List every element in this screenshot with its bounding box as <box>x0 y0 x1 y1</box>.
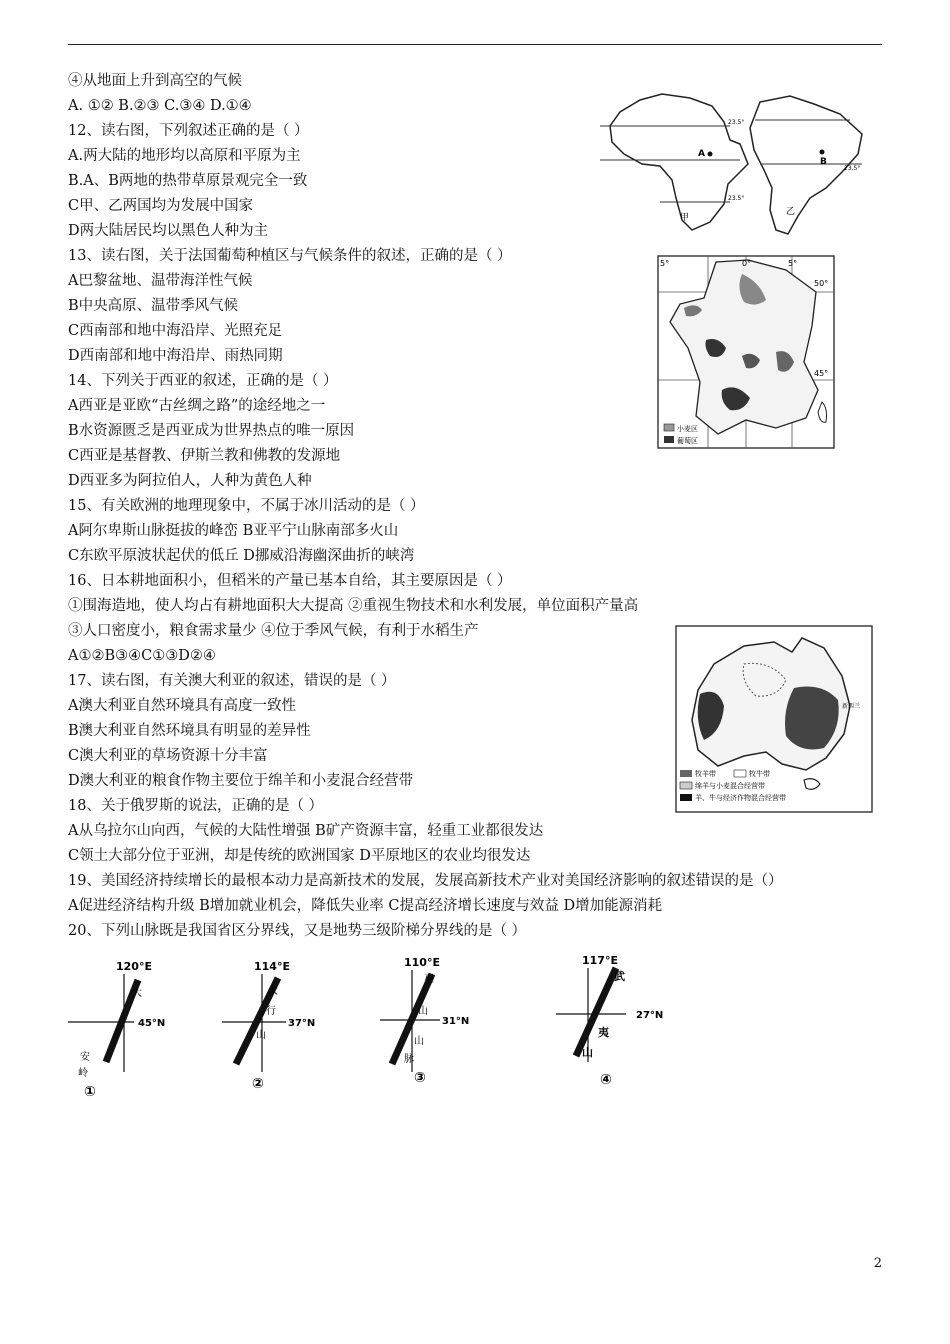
lat-label: 45° <box>814 369 829 378</box>
lat-label: 27°N <box>636 1010 664 1021</box>
text-line: ④从地面上升到高空的气候 <box>68 73 242 89</box>
text-line: B澳大利亚自然环境具有明显的差异性 <box>68 723 311 739</box>
option-diagram-4 <box>552 952 672 1102</box>
text-line: 20、下列山脉既是我国省区分界线，又是地势三级阶梯分界线的是（ ） <box>68 923 527 939</box>
text-line: D澳大利亚的粮食作物主要位于绵羊和小麦混合经营带 <box>68 773 414 789</box>
point-b-label: B <box>820 157 827 167</box>
text-line: C西亚是基督教、伊斯兰教和佛教的发源地 <box>68 448 341 464</box>
lon-label: 5° <box>788 259 798 268</box>
lat-label: 23.5° <box>728 195 745 202</box>
range-char: 行 <box>266 1006 276 1017</box>
text-line: 12、读右图，下列叙述正确的是（ ） <box>68 123 309 139</box>
range-char: 巫 <box>424 974 434 985</box>
range-char: 武 <box>614 970 625 983</box>
text-line: D两大陆居民均以黑色人种为主 <box>68 223 269 239</box>
legend-wheat: 小麦区 <box>677 425 698 433</box>
lat-label: 23.5° <box>844 165 861 172</box>
legend-3: 绵羊与小麦混合经营带 <box>695 782 765 790</box>
text-line: B中央高原、温带季风气候 <box>68 298 239 314</box>
point-a-marker <box>708 152 713 157</box>
lon-label: 110°E <box>404 956 440 969</box>
text-line: ①围海造地，使人均占有耕地面积大大提高 ②重视生物技术和水利发展，单位面积产量高 <box>68 598 639 614</box>
label-east: 新西兰 <box>842 703 861 710</box>
text-line: A. ①② B.②③ C.③④ D.①④ <box>68 98 252 114</box>
text-line: 19、美国经济持续增长的最根本动力是高新技术的发展，发展高新技术产业对美国经济影响的叙述错误的是（） <box>68 873 783 889</box>
france-map <box>656 252 840 452</box>
lat-label: 50° <box>814 279 829 288</box>
text-line: A①②B③④C①③D②④ <box>68 648 216 664</box>
option-number: ① <box>84 1084 96 1100</box>
text-line: D西南部和地中海沿岸、雨热同期 <box>68 348 283 364</box>
range-char: 山 <box>418 1006 428 1017</box>
lon-label: 117°E <box>582 954 618 967</box>
text-line: C领土大部分位于亚洲，却是传统的欧洲国家 D平原地区的农业均很发达 <box>68 848 531 864</box>
text-line: 13、读右图，关于法国葡萄种植区与气候条件的叙述，正确的是（ ） <box>68 248 512 264</box>
option-diagram-3 <box>376 952 486 1102</box>
text-line: C东欧平原波状起伏的低丘 D挪威沿海幽深曲折的峡湾 <box>68 548 415 564</box>
australia-map <box>674 624 874 814</box>
legend-grape: 葡萄区 <box>677 437 698 445</box>
option-number: ② <box>252 1076 264 1092</box>
country-yi-label: 乙 <box>786 207 796 217</box>
text-line: D西亚多为阿拉伯人，人种为黄色人种 <box>68 473 312 489</box>
text-line: A澳大利亚自然环境具有高度一致性 <box>68 698 296 714</box>
option-number: ④ <box>600 1072 612 1088</box>
text-line: 17、读右图，有关澳大利亚的叙述，错误的是（ ） <box>68 673 396 689</box>
text-line: A巴黎盆地、温带海洋性气候 <box>68 273 253 289</box>
text-line: A西亚是亚欧“古丝绸之路”的途经地之一 <box>68 398 326 414</box>
header-rule <box>68 44 882 45</box>
legend-2: 牧牛带 <box>749 770 770 778</box>
lon-label: 0° <box>742 259 752 268</box>
range-char: 大 <box>132 988 142 999</box>
lon-label: 120°E <box>116 960 152 973</box>
text-line: A阿尔卑斯山脉挺拔的峰峦 B亚平宁山脉南部多火山 <box>68 523 399 539</box>
legend-4: 羊、牛与经济作物混合经营带 <box>695 794 786 802</box>
option-diagram-2 <box>216 952 326 1102</box>
text-line: B水资源匮乏是西亚成为世界热点的唯一原因 <box>68 423 355 439</box>
range-char: 安 <box>80 1052 90 1063</box>
text-line: A.两大陆的地形均以高原和平原为主 <box>68 148 301 164</box>
lon-label: 5° <box>660 259 670 268</box>
range-char: 岭 <box>78 1068 88 1079</box>
text-line: 15、有关欧洲的地理现象中，不属于冰川活动的是（ ） <box>68 498 425 514</box>
text-line: C西南部和地中海沿岸、光照充足 <box>68 323 283 339</box>
range-char: 山 <box>256 1030 266 1041</box>
range-char: 夷 <box>598 1026 609 1039</box>
text-line: A从乌拉尔山向西，气候的大陆性增强 B矿产资源丰富，轻重工业都很发达 <box>68 823 544 839</box>
text-line: A促进经济结构升级 B增加就业机会，降低失业率 C提高经济增长速度与效益 D增加能源消耗 <box>68 898 663 914</box>
lat-label: 37°N <box>288 1018 316 1029</box>
page-number: 2 <box>873 1256 882 1271</box>
lon-label: 114°E <box>254 960 290 973</box>
text-line: 14、下列关于西亚的叙述，正确的是（ ） <box>68 373 338 389</box>
range-char: 山 <box>582 1046 593 1059</box>
lat-label: 31°N <box>442 1016 470 1027</box>
option-diagram-1 <box>62 952 172 1102</box>
country-jia-label: 甲 <box>680 213 690 223</box>
point-a-label: A <box>698 149 705 159</box>
point-b-marker <box>820 150 825 155</box>
text-line: ③人口密度小，粮食需求量少 ④位于季风气候，有利于水稻生产 <box>68 623 479 639</box>
text-line: B.A、B两地的热带草原景观完全一致 <box>68 173 308 189</box>
option-number: ③ <box>414 1070 426 1086</box>
text-line: 16、日本耕地面积小，但稻米的产量已基本自给，其主要原因是（ ） <box>68 573 512 589</box>
text-line: C甲、乙两国均为发展中国家 <box>68 198 254 214</box>
lat-label: 45°N <box>138 1018 166 1029</box>
text-line: 18、关于俄罗斯的说法，正确的是（ ） <box>68 798 324 814</box>
range-char: 太 <box>268 986 278 997</box>
range-char: 山 <box>414 1036 424 1047</box>
text-line: C澳大利亚的草场资源十分丰富 <box>68 748 268 764</box>
legend-1: 牧羊带 <box>695 770 716 778</box>
africa-south-america-map <box>600 92 870 238</box>
range-char: 脉 <box>404 1054 414 1065</box>
lat-label: 23.5° <box>728 119 745 126</box>
